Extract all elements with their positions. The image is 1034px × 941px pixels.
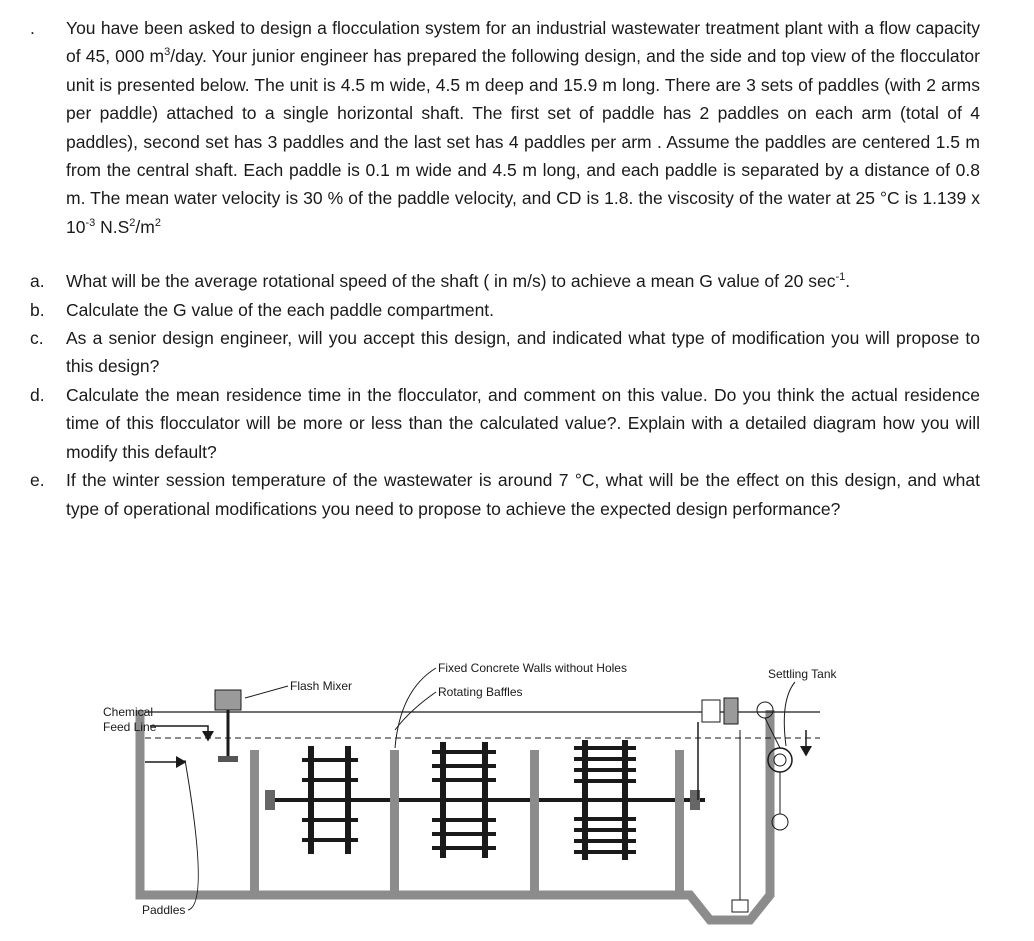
flocculator-svg	[90, 650, 870, 935]
question-text: What will be the average rotational speed of the shaft ( in m/s) to achieve a mean G value of 20 $\sec^{-1}$.	[66, 271, 851, 292]
problem-statement	[30, 14, 980, 523]
paddles-leader	[185, 760, 198, 910]
question-letter: b.	[30, 299, 45, 320]
bullet-marker: .	[30, 18, 35, 38]
question-text: Calculate the G value of the each paddle compartment.	[66, 299, 495, 320]
intro-text: You have been asked to design a flocculation system for an industrial wastewater treatment plant with a flow capacity of 45, 000 $m^3$/day. Your junior engineer has prepared the following design, and the side and top view of the flocculator unit is presented below. The unit is 4.5 m wide, 4.5 m deep and 15.9 m long. There are 3 sets of paddles (with 2 arms per paddle) attached to a single horizontal shaft. The first set of paddle has 2 paddles on each arm (total of 4 paddles), second set has 3 paddles and the last set has 4 paddles per arm . Assume the paddles are centered 1.5 m from the central shaft. Each paddle is 0.1 m wide and 4.5 m long, and each paddle is separated by a distance of 0.8 m. The mean water velocity is 30 % of the paddle velocity, and CD is 1.8. the viscosity of the water at 25 °C is 1.139 x $10^{-3}$ $N.S^2/m^2$	[66, 18, 980, 237]
drive-motor	[702, 700, 720, 722]
flocculator-diagram	[90, 650, 870, 935]
question-a	[30, 267, 980, 295]
question-b	[30, 296, 980, 324]
label-settling-tank: Settling Tank	[768, 667, 837, 681]
compartment-wall	[675, 750, 684, 895]
question-list	[30, 267, 980, 523]
question-letter: e.	[30, 470, 45, 491]
question-text: As a senior design engineer, will you accept this design, and indicated what type of modification you will propose to this design?	[66, 328, 980, 377]
question-text: Calculate the mean residence time in the flocculator, and comment on this value. Do you think the actual residence time of this flocculator will be more or less than the calculated value?. Explain with a detailed diagram how you will modify this default?	[66, 384, 980, 462]
rotating-baffles-leader	[395, 692, 436, 730]
intro-paragraph	[30, 14, 980, 241]
label-feed-line: Feed Line	[103, 720, 157, 734]
compartment-wall	[530, 750, 539, 895]
label-flash-mixer: Flash Mixer	[290, 679, 353, 693]
label-fixed-walls: Fixed Concrete Walls without Holes	[438, 661, 627, 675]
flash-mixer-impeller	[218, 756, 238, 762]
question-letter: d.	[30, 384, 45, 405]
compartment-wall	[390, 750, 399, 895]
flash-mixer-leader	[245, 686, 288, 698]
question-c	[30, 324, 980, 381]
flash-mixer-wall	[250, 750, 259, 895]
label-rotating-baffles: Rotating Baffles	[438, 685, 523, 699]
question-letter: a.	[30, 271, 45, 292]
question-text: If the winter session temperature of the wastewater is around 7 °C, what will be the effect on this design, and what type of operational modifications you need to propose to achieve the expected design performance?	[66, 470, 980, 519]
settling-tank-leader	[784, 682, 795, 746]
label-chemical-feed: Chemical	[103, 705, 154, 719]
question-letter: c.	[30, 328, 44, 349]
question-d	[30, 381, 980, 466]
drive-gear	[724, 698, 738, 724]
question-e	[30, 466, 980, 523]
shaft-bearing-left	[265, 790, 275, 810]
flash-mixer-motor	[215, 690, 241, 710]
label-paddles: Paddles	[142, 903, 186, 917]
